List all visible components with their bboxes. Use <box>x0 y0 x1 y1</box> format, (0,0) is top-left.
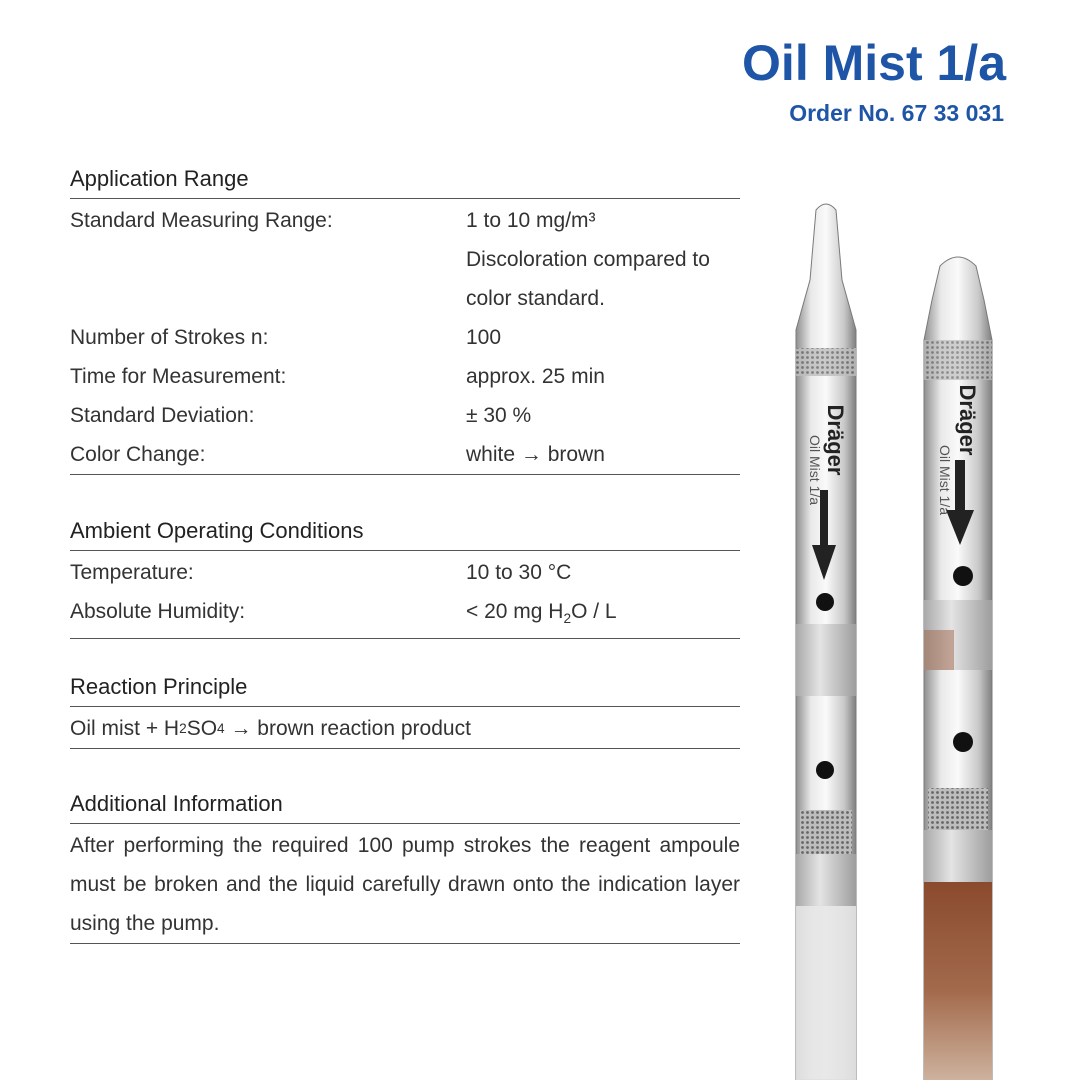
reaction-part: SO <box>186 717 218 740</box>
additional-information-section <box>70 789 740 944</box>
spec-row <box>70 553 740 592</box>
spec-value: white → brown <box>466 443 605 466</box>
additional-information-rows <box>70 824 740 944</box>
spec-row <box>70 357 740 396</box>
spec-value: ± 30 % <box>466 404 532 427</box>
subscript: 2 <box>563 611 572 627</box>
reaction-principle-rows <box>70 707 740 749</box>
application-range-section <box>70 164 740 475</box>
reaction-part: Oil mist + H <box>70 717 180 740</box>
spec-row <box>70 279 740 318</box>
section-heading: Application Range <box>70 164 740 199</box>
spec-value: 10 to 30 °C <box>466 561 572 584</box>
reaction-principle-section <box>70 672 740 749</box>
spec-row <box>70 396 740 435</box>
tube-brand-text: Dräger <box>955 384 980 456</box>
humidity-suffix: O / L <box>571 600 617 623</box>
spec-row <box>70 435 740 474</box>
spec-label <box>70 240 466 279</box>
humidity-prefix: < 20 mg H <box>466 600 564 623</box>
tube-brand-text: Dräger <box>823 404 848 476</box>
unused-tube <box>796 204 856 1080</box>
used-tube <box>924 257 992 1080</box>
spec-label: Color Change: <box>70 443 206 466</box>
ambient-conditions-section <box>70 516 740 639</box>
spec-value: 1 to 10 mg/m³ <box>466 209 596 232</box>
reaction-part: → brown reaction product <box>224 717 471 740</box>
spec-value: color standard. <box>466 287 605 310</box>
order-number: Order No. 67 33 031 <box>789 100 1004 126</box>
spec-label <box>70 279 466 318</box>
spec-row <box>70 201 740 240</box>
spec-label: Standard Measuring Range: <box>70 209 333 232</box>
tube-label-text: Oil Mist 1/a <box>807 434 823 506</box>
reaction-text <box>70 709 740 748</box>
subscript: 4 <box>217 721 225 736</box>
subscript: 2 <box>179 721 187 736</box>
detector-tubes-image <box>770 190 1060 1080</box>
detector-tubes-illustration <box>770 190 1060 1080</box>
section-heading: Additional Information <box>70 789 740 824</box>
spec-value <box>466 592 740 638</box>
spec-row <box>70 240 740 279</box>
section-heading: Reaction Principle <box>70 672 740 707</box>
ambient-conditions-rows <box>70 551 740 639</box>
spec-row <box>70 592 740 638</box>
spec-label: Number of Strokes n: <box>70 326 269 349</box>
application-range-rows <box>70 199 740 475</box>
spec-row <box>70 318 740 357</box>
spec-value: approx. 25 min <box>466 365 605 388</box>
additional-information-text: After performing the required 100 pump strokes the reagent ampoule must be broken and the liquid carefully drawn onto the indication layer using the pump. <box>70 834 740 935</box>
spec-label: Absolute Humidity: <box>70 600 246 623</box>
tube-label-text: Oil Mist 1/a <box>937 444 953 516</box>
spec-label: Standard Deviation: <box>70 404 255 427</box>
spec-label: Temperature: <box>70 561 194 584</box>
section-heading: Ambient Operating Conditions <box>70 516 740 551</box>
spec-value: Discoloration compared to <box>466 248 710 271</box>
page-title: Oil Mist 1/a <box>742 35 1006 91</box>
spec-value: 100 <box>466 326 502 349</box>
spec-label: Time for Measurement: <box>70 365 287 388</box>
